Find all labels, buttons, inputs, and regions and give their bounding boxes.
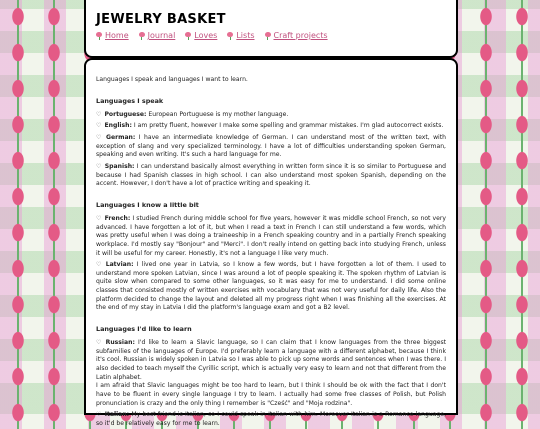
language-name: German: (105, 134, 136, 142)
tulip-icon (96, 32, 102, 40)
heart-icon: ♡ (96, 411, 102, 419)
language-item-german (96, 134, 446, 160)
nav-label: Craft projects (273, 31, 328, 40)
language-item-french (96, 215, 446, 258)
section-heading-learn: Languages I'd like to learn (96, 325, 192, 333)
nav-label: Lists (236, 31, 255, 40)
tulip-icon (185, 32, 191, 40)
language-text-extra: I am afraid that Slavic languages might be too hard to learn, but I think I should be ok with the fact that I don't have to be fluent in every single language I try to learn. I actually had some free classes of Polish, but Polish pronunciation is crazy and the only thing I remember is "Cześć" and "Moja rodzina". (96, 382, 446, 407)
language-name: English: (104, 122, 132, 130)
intro-text: Languages I speak and languages I want to learn. (96, 76, 248, 83)
content-panel (84, 58, 458, 427)
language-item-latvian (96, 261, 446, 313)
language-name: Spanish: (104, 162, 135, 170)
language-name: Portuguese: (104, 110, 147, 118)
heart-icon: ♡ (96, 162, 102, 170)
section-heading-speak: Languages I speak (96, 96, 164, 105)
nav-link-loves[interactable] (185, 31, 217, 40)
language-text: I studied French during middle school for five years, however it was middle school French, so not very advanced. I have forgotten a lot of it, but when I read a text in French I can still understand a few words, which was pretty useful when I was doing a traineeship in a French speaking country and in a partially French speaking workplace. I'd mostly say "Bonjour" and "Merci". I don't really intend on getting back into studying French, unless it will be useful for my career. Honestly, it's not a language I like very much. (96, 214, 447, 257)
language-item-russian (96, 339, 446, 408)
language-text: My best friend is Italian, so I could speak in Italian with him. Moreover Italian is a Romance language, so it'd be relatively easy for me to learn. (96, 411, 447, 427)
language-name: Italian: (104, 411, 130, 419)
language-text: I lived one year in Latvia, so I know a few words, but I have forgotten a lot of them. I used to understand more spoken Latvian, since I was around a lot of people speaking it. The spoken rhythm of Latvian is quite slow when compared to some other languages, so it was easy for me to understand. I did some online classes that consisted mostly of written exercises with vocabulary that was not very useful for daily life. Also the platform decided to change the layout and deleted all my progress right when I was finishing all the exercises. At the end of my stay in Latvia I did the platform's language exam and got a B2 level. (96, 261, 446, 312)
language-text: I have an intermediate knowledge of German. I can understand most of the written text, with exception of slang and very specialized terminology. I have a lot of difficulties understanding spoken German, speaking and even writing. It's such a hard language for me. (96, 134, 447, 159)
language-text: I can understand basically almost everything in written form since it is so similar to Portuguese and because I had Spanish classes in high school. I can also understand most spoken Spanish, depending on the accent. However, I don't have a lot of practice writing and speaking it. (96, 162, 446, 188)
nav-label: Home (105, 31, 129, 40)
nav-label: Journal (147, 31, 176, 40)
nav-link-journal[interactable] (139, 31, 176, 40)
section-heading-little: Languages I know a little bit (96, 200, 199, 209)
nav-bar (96, 31, 446, 40)
nav-label: Loves (194, 31, 218, 40)
nav-link-craft-projects[interactable] (265, 31, 328, 40)
header-panel (84, 0, 458, 58)
language-name: Russian: (105, 339, 135, 347)
tulip-icon (227, 32, 233, 40)
tulip-icon (139, 32, 145, 40)
language-name: Latvian: (105, 261, 134, 269)
heart-icon: ♡ (96, 122, 102, 130)
heart-icon: ♡ (96, 214, 102, 222)
heart-icon: ♡ (96, 339, 103, 347)
language-item-english (96, 122, 446, 131)
tulip-icon (265, 32, 271, 40)
language-item-italian (96, 411, 446, 428)
language-name: French: (104, 214, 131, 222)
nav-link-lists[interactable] (227, 31, 254, 40)
language-item-spanish (96, 163, 446, 189)
nav-link-home[interactable] (96, 31, 129, 40)
heart-icon: ♡ (96, 134, 103, 142)
language-text: I'd like to learn a Slavic language, so I can claim that I know languages from the three biggest subfamilies of the languages of Europe. I'd preferably learn a language with a different alphabet, because I think it's cool. Russian is widely spoken in Latvia so I was able to pick up some words and sentences when I was there. I also decided to teach myself the Cyrillic script, which is actually very easy to learn and not that different from the Latin alphabet. (96, 339, 447, 381)
language-text: I am pretty fluent, however I make some spelling and grammar mistakes. I'm glad autocorrect exists. (133, 122, 444, 130)
language-item-portuguese (96, 111, 446, 120)
language-text: European Portuguese is my mother language. (148, 110, 289, 118)
heart-icon: ♡ (96, 110, 102, 118)
site-title: JEWELRY BASKET (96, 12, 226, 27)
heart-icon: ♡ (96, 261, 103, 269)
